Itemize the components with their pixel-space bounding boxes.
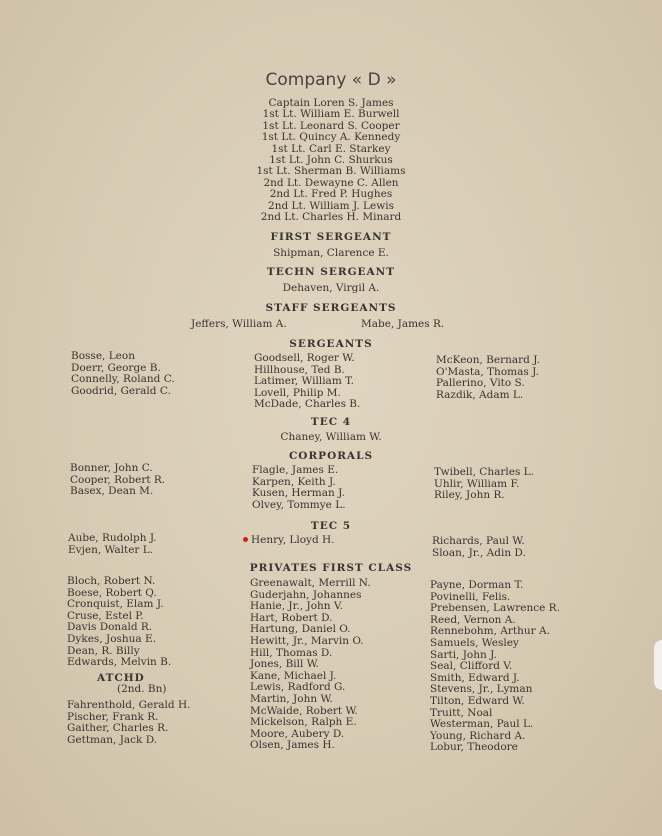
tec5-column-1 bbox=[68, 533, 157, 556]
list-item: Hillhouse, Ted B. bbox=[254, 363, 345, 376]
list-item: Doerr, George B. bbox=[71, 361, 161, 374]
corporals-column-1 bbox=[70, 463, 165, 498]
sergeants-column-1 bbox=[71, 351, 175, 397]
list-item: Pischer, Frank R. bbox=[67, 710, 159, 723]
tec5-column-3 bbox=[432, 536, 526, 559]
list-item: Martin, John W. bbox=[250, 692, 333, 705]
list-item: Smith, Edward J. bbox=[430, 671, 520, 684]
officer-entry: 1st Lt. Sherman B. Williams bbox=[256, 165, 406, 178]
list-item: Cronquist, Elam J. bbox=[67, 598, 164, 611]
list-item: Gaither, Charles R. bbox=[67, 722, 169, 735]
officer-entry: 1st Lt. Carl E. Starkey bbox=[271, 142, 391, 155]
first-sergeant-heading: FIRST SERGEANT bbox=[270, 231, 392, 243]
pfc-column-1 bbox=[67, 576, 190, 746]
list-item: Olsen, James H. bbox=[250, 739, 335, 752]
list-item: Payne, Dorman T. bbox=[430, 579, 524, 591]
list-item: Kane, Michael J. bbox=[250, 669, 337, 682]
list-item: Prebensen, Lawrence R. bbox=[430, 602, 560, 615]
list-item: Mickelson, Ralph E. bbox=[250, 716, 357, 729]
officer-entry: 2nd Lt. Charles H. Minard bbox=[260, 211, 402, 224]
list-item: Goodsell, Roger W. bbox=[254, 352, 355, 364]
list-item: Latimer, William T. bbox=[254, 375, 354, 388]
list-item: Samuels, Wesley bbox=[430, 636, 519, 649]
list-item: Guderjahn, Johannes bbox=[250, 588, 362, 601]
officer-entry: 1st Lt. Leonard S. Cooper bbox=[262, 119, 400, 132]
list-item: Kusen, Herman J. bbox=[252, 487, 345, 500]
list-item: Twibell, Charles L. bbox=[434, 466, 534, 478]
list-item: McDade, Charles B. bbox=[254, 398, 361, 411]
list-item: Bonner, John C. bbox=[70, 462, 153, 474]
red-ink-mark bbox=[243, 537, 248, 542]
list-item: Hart, Robert D. bbox=[250, 611, 333, 624]
list-item: Young, Richard A. bbox=[430, 729, 526, 742]
officer-entry: 2nd Lt. Fred P. Hughes bbox=[269, 188, 393, 201]
staff-sergeant-left: Jeffers, William A. bbox=[191, 318, 287, 330]
list-item: Hartung, Daniel O. bbox=[250, 623, 351, 636]
list-item: Uhlir, William F. bbox=[434, 477, 520, 490]
list-item: Pallerino, Vito S. bbox=[436, 377, 525, 390]
paper-tear bbox=[654, 640, 662, 690]
techn-sergeant-name: Dehaven, Virgil A. bbox=[282, 282, 380, 294]
list-item: Riley, John R. bbox=[434, 489, 505, 502]
list-item: Jones, Bill W. bbox=[250, 658, 319, 671]
list-item: Lovell, Philip M. bbox=[254, 386, 341, 399]
list-item: Fahrenthold, Gerald H. bbox=[67, 698, 191, 711]
officer-entry: 1st Lt. John C. Shurkus bbox=[269, 154, 393, 167]
list-item: Rennebohm, Arthur A. bbox=[430, 625, 550, 638]
list-item: Connelly, Roland C. bbox=[71, 373, 175, 386]
officer-entry: 2nd Lt. Dewayne C. Allen bbox=[263, 176, 399, 189]
officer-entry: 2nd Lt. William J. Lewis bbox=[268, 199, 394, 212]
list-item: Reed, Vernon A. bbox=[430, 613, 516, 626]
list-item: Hill, Thomas D. bbox=[250, 646, 333, 659]
list-item: McWaide, Robert W. bbox=[250, 704, 358, 717]
list-item: Bosse, Leon bbox=[71, 350, 135, 362]
sergeants-heading: SERGEANTS bbox=[289, 338, 373, 350]
list-item: O'Masta, Thomas J. bbox=[436, 365, 539, 378]
page-title: Company « D » bbox=[265, 70, 397, 90]
list-item: Henry, Lloyd H. bbox=[251, 534, 335, 546]
list-item: Olvey, Tommye L. bbox=[252, 498, 346, 511]
list-item: Stevens, Jr., Lyman bbox=[430, 683, 533, 696]
list-item: Hewitt, Jr., Marvin O. bbox=[250, 634, 364, 647]
list-item: Westerman, Paul L. bbox=[430, 718, 534, 731]
staff-sergeants-heading: STAFF SERGEANTS bbox=[265, 302, 397, 314]
officer-entry: Captain Loren S. James bbox=[268, 97, 394, 109]
list-item: Cruse, Estel P. bbox=[67, 609, 144, 622]
corporals-heading: CORPORALS bbox=[288, 450, 374, 462]
list-item: Karpen, Keith J. bbox=[252, 475, 336, 488]
list-item: McKeon, Bernard J. bbox=[436, 354, 540, 366]
sergeants-column-3 bbox=[436, 355, 540, 401]
list-item: Tilton, Edward W. bbox=[430, 694, 525, 707]
list-item: Basex, Dean M. bbox=[70, 485, 154, 498]
tec4-name: Chaney, William W. bbox=[280, 431, 382, 443]
list-item: Seal, Clifford V. bbox=[430, 660, 513, 673]
atchd-subheading: (2nd. Bn) bbox=[117, 683, 167, 696]
list-item: Goodrid, Gerald C. bbox=[71, 384, 171, 397]
first-sergeant-name: Shipman, Clarence E. bbox=[273, 247, 389, 259]
list-item: Davis Donald R. bbox=[67, 621, 153, 634]
list-item: Greenawalt, Merrill N. bbox=[250, 577, 371, 589]
list-item: Boese, Robert Q. bbox=[67, 586, 157, 599]
list-item: Hanie, Jr., John V. bbox=[250, 600, 343, 613]
list-item: Richards, Paul W. bbox=[432, 535, 525, 547]
techn-sergeant-heading: TECHN SERGEANT bbox=[266, 266, 396, 278]
staff-sergeant-right: Mabe, James R. bbox=[361, 318, 445, 330]
list-item: Lobur, Theodore bbox=[430, 741, 518, 754]
list-item: Aube, Rudolph J. bbox=[68, 532, 157, 544]
tec5-column-2 bbox=[251, 535, 335, 547]
list-item: Moore, Aubery D. bbox=[250, 727, 345, 740]
pfc-column-3 bbox=[430, 580, 560, 754]
list-item: Dykes, Joshua E. bbox=[67, 632, 157, 645]
pfc-heading: PRIVATES FIRST CLASS bbox=[249, 562, 413, 574]
list-item: Bloch, Robert N. bbox=[67, 575, 156, 587]
corporals-column-3 bbox=[434, 467, 534, 502]
atchd-heading: ATCHD bbox=[97, 671, 145, 684]
list-item: Lewis, Radford G. bbox=[250, 681, 346, 694]
pfc-column-2 bbox=[250, 578, 371, 752]
list-item: Edwards, Melvin B. bbox=[67, 656, 172, 669]
officers-list bbox=[0, 98, 662, 223]
list-item: Povinelli, Felis. bbox=[430, 590, 511, 603]
list-item: Gettman, Jack D. bbox=[67, 733, 158, 746]
tec4-heading: TEC 4 bbox=[310, 416, 352, 428]
sergeants-column-2 bbox=[254, 353, 360, 411]
tec5-heading: TEC 5 bbox=[310, 520, 352, 532]
list-item: Dean, R. Billy bbox=[67, 644, 140, 657]
list-item: Truitt, Noal bbox=[430, 706, 493, 719]
list-item: Cooper, Robert R. bbox=[70, 473, 166, 486]
corporals-column-2 bbox=[252, 465, 346, 511]
officer-entry: 1st Lt. Quincy A. Kennedy bbox=[261, 131, 401, 144]
list-item: Sloan, Jr., Adin D. bbox=[432, 546, 526, 559]
list-item: Evjen, Walter L. bbox=[68, 543, 154, 556]
list-item: Flagle, James E. bbox=[252, 464, 339, 476]
list-item: Razdik, Adam L. bbox=[436, 388, 524, 401]
list-item: Sarti, John J. bbox=[430, 648, 497, 661]
officer-entry: 1st Lt. William E. Burwell bbox=[262, 108, 400, 121]
